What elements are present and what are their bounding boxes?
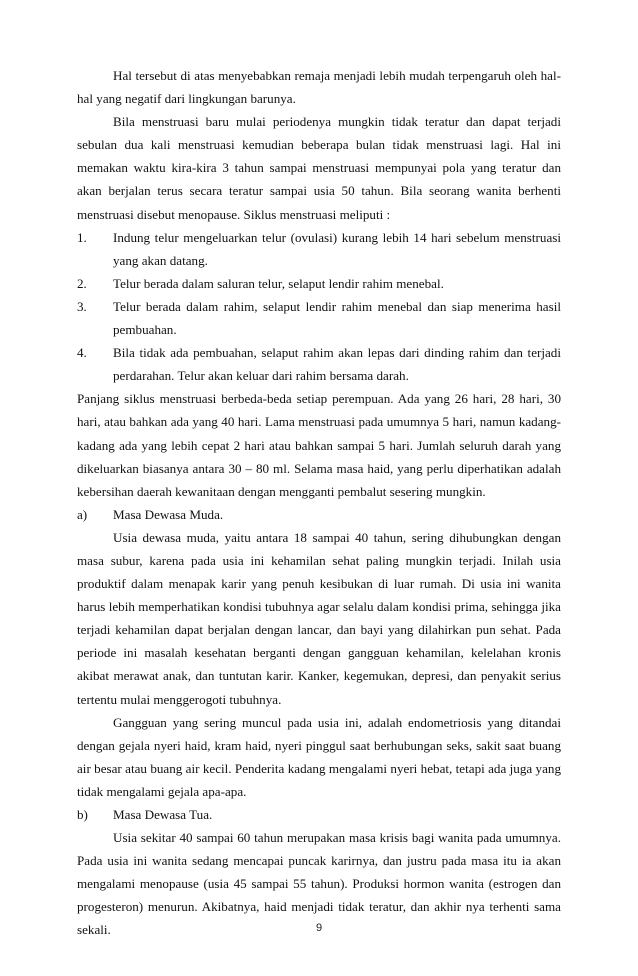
list-item-number: 1.	[77, 229, 87, 245]
list-item	[77, 226, 561, 272]
section-marker: b)	[77, 807, 88, 822]
section-heading-older-adult	[77, 803, 561, 826]
section-title: Masa Dewasa Tua.	[113, 807, 213, 822]
section-heading-young-adult	[77, 503, 561, 526]
paragraph-endometriosis: Gangguan yang sering muncul pada usia ini, adalah endometriosis yang ditandai dengan gejala nyeri haid, kram haid, nyeri pinggul saat berhubungan seks, sakit saat buang air besar atau buang air kecil. Penderita kadang mengalami nyeri hebat, tetapi ada juga yang tidak mengalami gejala apa-apa.	[77, 714, 561, 799]
list-item-text: Telur berada dalam saluran telur, selaput lendir rahim menebal.	[113, 275, 444, 291]
list-item-text: Telur berada dalam rahim, selaput lendir rahim menebal dan siap menerima hasil pembuahan.	[113, 298, 561, 338]
list-item	[77, 295, 561, 341]
menstrual-cycle-list	[77, 226, 561, 388]
page-number: 9	[315, 922, 323, 934]
paragraph-intro: Hal tersebut di atas menyebabkan remaja menjadi lebih mudah terpengaruh oleh hal-hal yang negatif dari lingkungan barunya.	[77, 68, 561, 107]
list-item-text: Indung telur mengeluarkan telur (ovulasi) kurang lebih 14 hari sebelum menstruasi yang akan datang.	[113, 229, 561, 268]
document-page	[77, 64, 561, 942]
list-item-number: 4.	[77, 345, 87, 361]
list-item	[77, 341, 561, 387]
paragraph-older-adult: Usia sekitar 40 sampai 60 tahun merupakan masa krisis bagi wanita pada umumnya. Pada usia ini wanita sedang mencapai puncak karirnya, dan justru pada masa itu ia akan mengalami menopause (usia 45 sampai 55 tahun). Produksi hormon wanita (estrogen dan progesteron) menurun. Akibatnya, haid menjadi tidak teratur, dan akhir nya terhenti sama sekali.	[77, 830, 561, 938]
section-marker: a)	[77, 506, 88, 522]
paragraph-menstruation-onset: Bila menstruasi baru mulai periodenya mungkin tidak teratur dan dapat terjadi sebulan dua kali menstruasi kemudian beberapa bulan tidak menstruasi lagi. Hal ini memakan waktu kira-kira 3 tahun sampai menstruasi mempunyai pola yang teratur dan akan berjalan terus secara teratur sampai usia 50 tahun. Bila seorang wanita berhenti menstruasi disebut menopause. Siklus menstruasi meliputi :	[77, 114, 561, 222]
paragraph-young-adult: Usia dewasa muda, yaitu antara 18 sampai 40 tahun, sering dihubungkan dengan masa subur, karena pada usia ini kehamilan sehat paling mungkin terjadi. Inilah usia produktif dalam menapak karir yang penuh kesibukan di luar rumah. Di usia ini wanita harus lebih memperhatikan kondisi tubuhnya agar selalu dalam kondisi prima, sehingga jika terjadi kehamilan dapat berjalan dengan lancar, dan bayi yang dilahirkan pun sehat. Pada periode ini masalah kesehatan berganti dengan gangguan kehamilan, kelelahan kronis akibat merawat anak, dan tuntutan karir. Kanker, kegemukan, depresi, dan penyakit serius tertentu mulai menggerogoti tubuhnya.	[77, 529, 561, 707]
section-title: Masa Dewasa Muda.	[113, 506, 224, 522]
list-item-number: 3.	[77, 298, 87, 314]
list-item-number: 2.	[77, 275, 87, 291]
list-item-text: Bila tidak ada pembuahan, selaput rahim akan lepas dari dinding rahim dan terjadi perdarahan. Telur akan keluar dari rahim bersama darah.	[113, 345, 561, 384]
paragraph-cycle-length: Panjang siklus menstruasi berbeda-beda setiap perempuan. Ada yang 26 hari, 28 hari, 30 hari, atau bahkan ada yang 40 hari. Lama menstruasi pada umumnya 5 hari, namun kadang-kadang ada yang lebih cepat 2 hari atau bahkan sampai 5 hari. Jumlah seluruh darah yang dikeluarkan biasanya antara 30 – 80 ml. Selama masa haid, yang perlu diperhatikan adalah kebersihan daerah kewanitaan dengan mengganti pembalut sesering mungkin.	[77, 391, 561, 499]
list-item	[77, 272, 561, 295]
